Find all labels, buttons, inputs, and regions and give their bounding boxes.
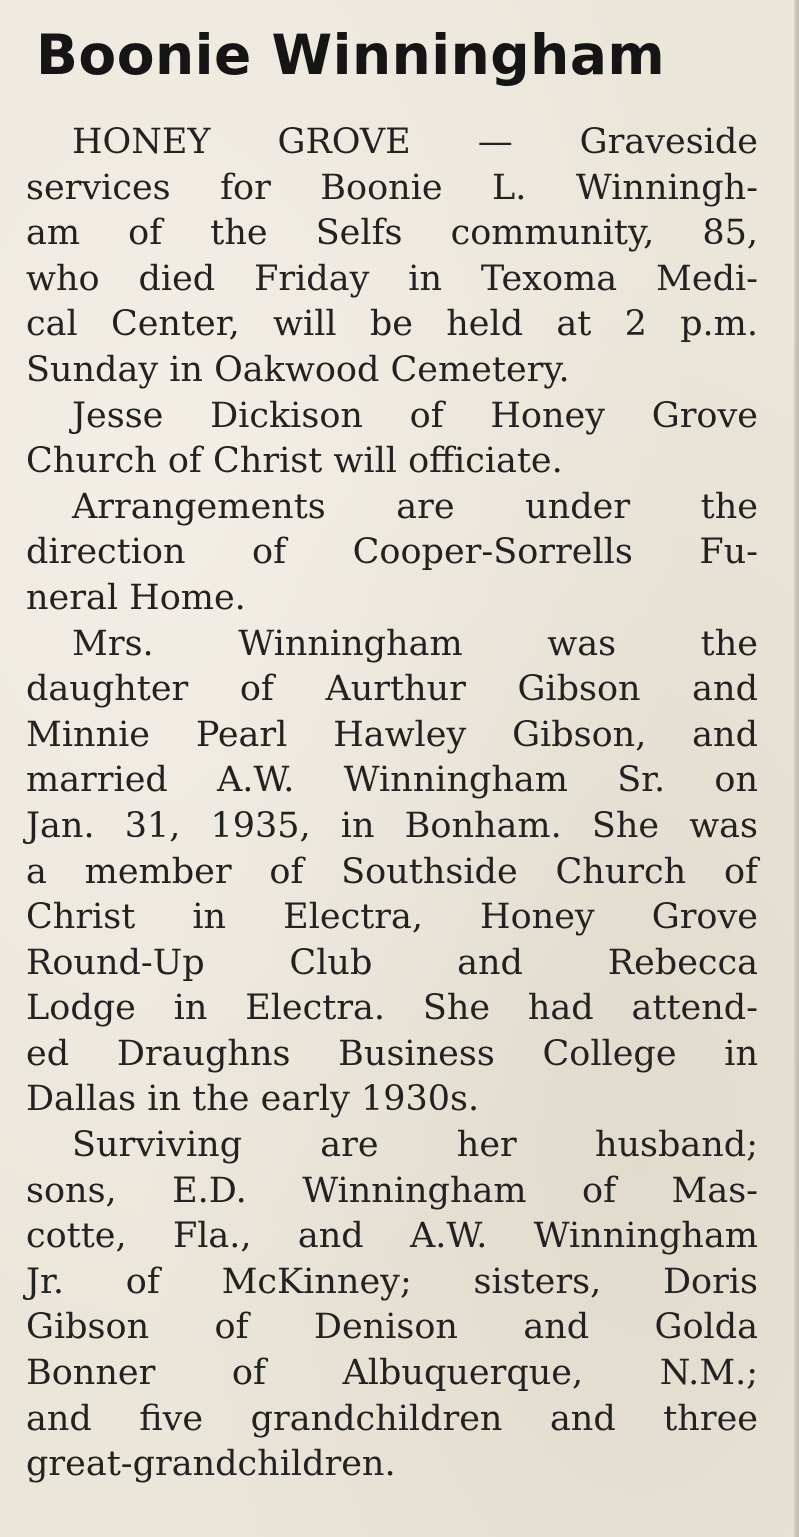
text-line: Christ in Electra, Honey Grove xyxy=(26,897,758,938)
text-line: Jesse Dickison of Honey Grove xyxy=(72,395,758,436)
text-line: who died Friday in Texoma Medi- xyxy=(26,258,758,299)
text-line: Church of Christ will officiate. xyxy=(26,441,563,482)
text-line: daughter of Aurthur Gibson and xyxy=(26,669,758,710)
text-line: Sunday in Oakwood Cemetery. xyxy=(26,349,570,390)
text-line: sons, E.D. Winningham of Mas- xyxy=(26,1170,758,1211)
text-line: Bonner of Albuquerque, N.M.; xyxy=(26,1353,758,1394)
text-line: Jan. 31, 1935, in Bonham. She was xyxy=(26,805,758,846)
paragraph-services xyxy=(26,120,758,394)
text-line: neral Home. xyxy=(26,577,246,618)
text-line: HONEY GROVE — Graveside xyxy=(72,122,758,162)
text-line: Round-Up Club and Rebecca xyxy=(26,942,758,983)
text-line: Surviving are her husband; xyxy=(72,1125,758,1166)
text-line: Minnie Pearl Hawley Gibson, and xyxy=(26,714,758,755)
text-line: cotte, Fla., and A.W. Winningham xyxy=(26,1216,758,1257)
obituary-body xyxy=(26,120,758,1488)
text-line: ed Draughns Business College in xyxy=(26,1033,758,1074)
clipping-edge xyxy=(794,0,799,1537)
paragraph-officiant xyxy=(26,394,758,485)
text-line: Arrangements are under the xyxy=(72,486,758,527)
text-line: great-grandchildren. xyxy=(26,1444,396,1485)
paragraph-biography xyxy=(26,622,758,1124)
text-line: direction of Cooper-Sorrells Fu- xyxy=(26,532,758,573)
text-line: cal Center, will be held at 2 p.m. xyxy=(26,304,758,345)
text-line: married A.W. Winningham Sr. on xyxy=(26,760,758,801)
paragraph-survivors xyxy=(26,1123,758,1488)
text-line: am of the Selfs community, 85, xyxy=(26,213,758,254)
text-line: Jr. of McKinney; sisters, Doris xyxy=(26,1261,758,1302)
text-line: Dallas in the early 1930s. xyxy=(26,1079,480,1120)
text-line: Gibson of Denison and Golda xyxy=(26,1307,758,1348)
text-line: services for Boonie L. Winningh- xyxy=(26,167,758,208)
text-line: a member of Southside Church of xyxy=(26,851,758,892)
text-line: Lodge in Electra. She had attend- xyxy=(26,988,758,1029)
text-line: and five grandchildren and three xyxy=(26,1398,758,1439)
paragraph-arrangements xyxy=(26,485,758,622)
obituary-headline: Boonie Winningham xyxy=(36,23,666,87)
text-line: Mrs. Winningham was the xyxy=(72,623,758,664)
